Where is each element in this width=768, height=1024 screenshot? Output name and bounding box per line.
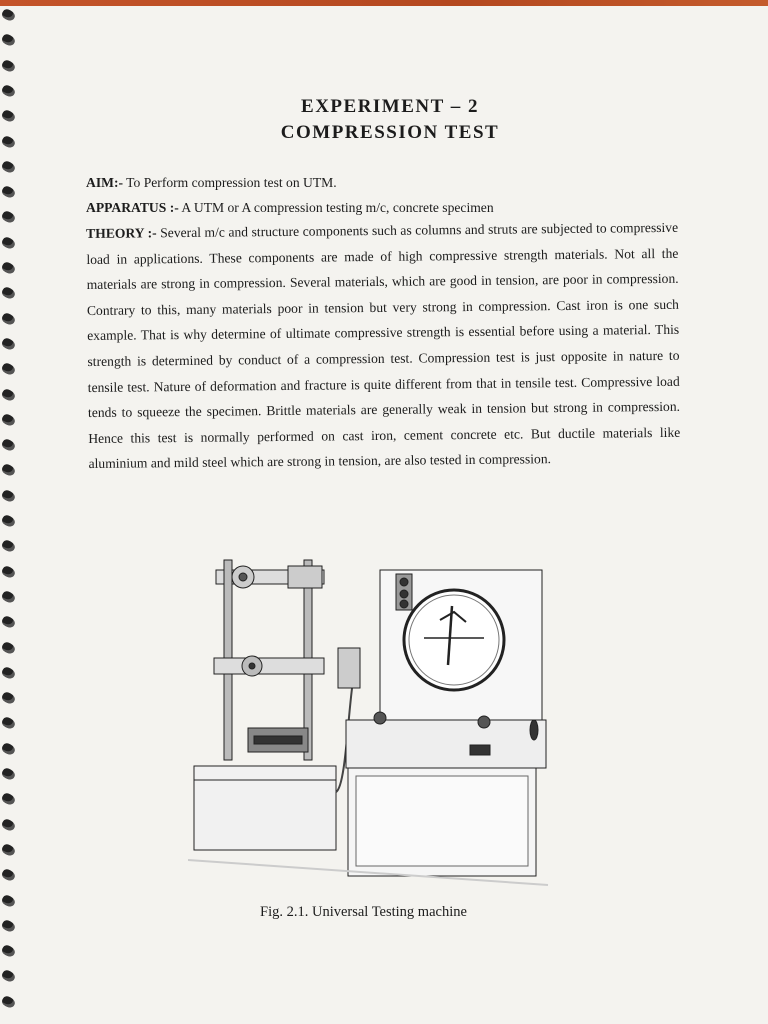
figure-caption: Fig. 2.1. Universal Testing machine bbox=[260, 904, 467, 920]
aim-text: To Perform compression test on UTM. bbox=[123, 175, 337, 190]
aim-line bbox=[86, 175, 337, 191]
utm-machine-illustration bbox=[188, 540, 558, 890]
control-console bbox=[346, 570, 546, 876]
theory-label: THEORY :- bbox=[86, 225, 157, 241]
theory-paragraph bbox=[86, 215, 681, 477]
apparatus-line bbox=[86, 200, 494, 216]
experiment-title: EXPERIMENT – 2 bbox=[301, 96, 479, 117]
aim-label: AIM:- bbox=[86, 175, 123, 190]
apparatus-label: APPARATUS :- bbox=[86, 200, 179, 215]
loading-frame bbox=[194, 560, 336, 850]
experiment-subtitle: COMPRESSION TEST bbox=[280, 122, 500, 143]
theory-text: Several m/c and structure components such as columns and struts are subjected to compressive load in applications. These components are made of high compressive strength materials. Not all the materials are strong in compression. Several materials, which are good in tension, are poor in compression. Contrary to this, many materials poor in tension but very strong in compression. Cast iron is one such example. That is why determine of ultimate compressive strength is essential before using a material. This strength is determined by conduct of a compression test. Compression test is just opposite in nature to tensile test. Nature of deformation and fracture is quite different from that in tensile test. Compressive load tends to squeeze the specimen. Brittle materials are generally weak in tension but strong in compression. Hence this test is normally performed on cast iron, cement concrete etc. But ductile materials like aluminium and mild steel which are strong in tension, are also tested in compression. bbox=[86, 219, 681, 472]
apparatus-text: A UTM or A compression testing m/c, concrete specimen bbox=[178, 200, 494, 215]
